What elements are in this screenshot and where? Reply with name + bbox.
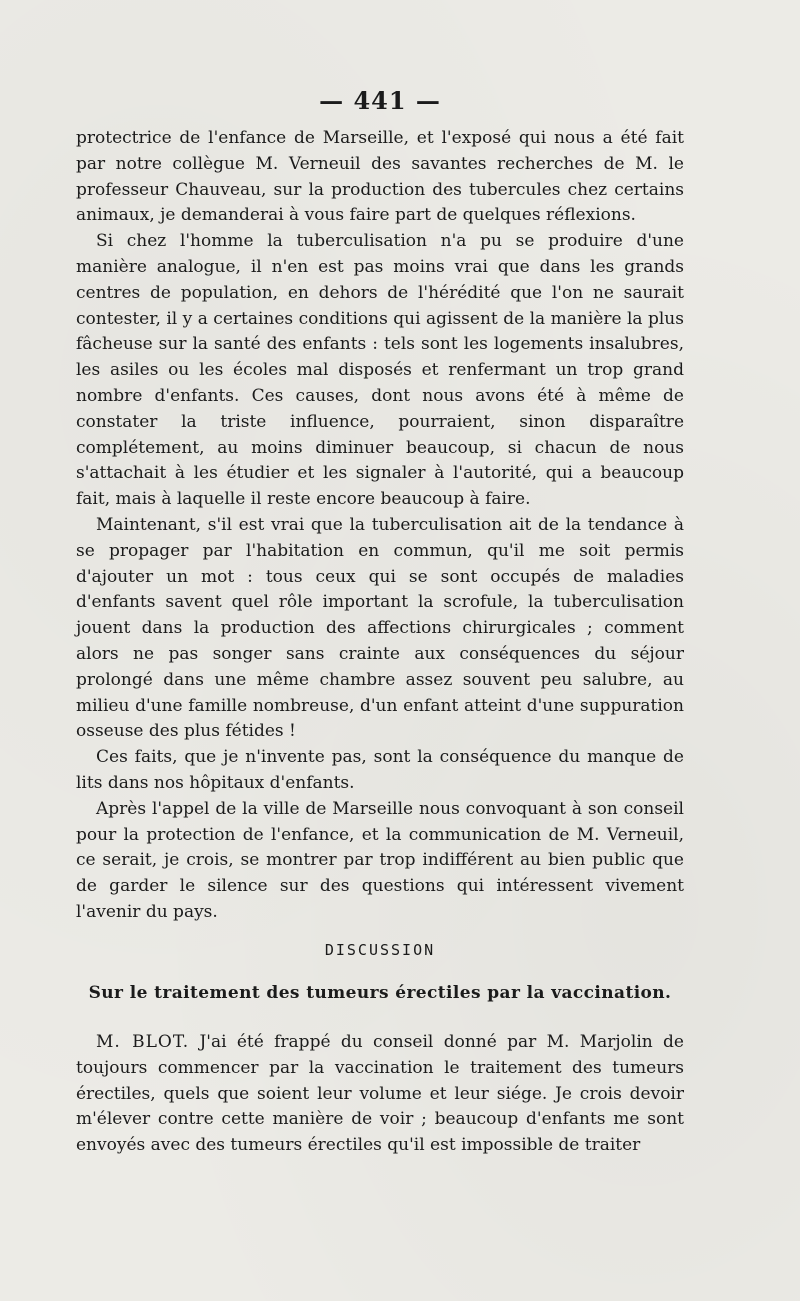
speaker-text: J'ai été frappé du conseil donné par M. Marjolin de toujours commencer par la vaccination le traitement des tumeurs érectiles, quels que soient leur volume et leur siége. Je crois devoir m'élever contre cette manière de voir ; beaucoup d'enfants me sont envoyés avec des tumeurs érectiles qu'il est impossible de traiter [76,1032,684,1156]
page-number: — 441 — [319,86,441,115]
paragraph-appel: Après l'appel de la ville de Marseille nous convoquant à son conseil pour la protection de l'enfance, et la communication de M. Verneuil, ce serait, je crois, se montrer par trop indifférent au bien public que de garder le silence sur des questions qui intéressent vivement l'avenir du pays. [76,798,684,922]
paragraph-tuberculisation: Si chez l'homme la tuberculisation n'a pu se produire d'une manière analogue, il n'en est pas moins vrai que dans les grands centres de population, en dehors de l'hérédité que l'on ne saurait contester, il y a certaines conditions qui agissent de la manière la plus fâcheuse sur la santé des enfants : tels sont les logements insalubres, les asiles ou les écoles mal disposés et renfermant un trop grand nombre d'enfants. Ces causes, dont nous avons été à même de constater la triste influence, pourraient, sinon disparaître complétement, au moins diminuer beaucoup, si chacun de nous s'attachait à les étudier et les signaler à l'autorité, qui a beaucoup fait, mais à laquelle il reste encore beaucoup à faire. [76,231,684,510]
paragraph-propagation: Maintenant, s'il est vrai que la tuberculisation ait de la tendance à se propager par l'habitation en commun, qu'il me soit permis d'ajouter un mot : tous ceux qui se sont occupés de maladies d'enfants savent quel rôle important la scrofule, la tuberculisation jouent dans la production des affections chirurgicales ; comment alors ne pas songer sans crainte aux conséquences du séjour prolongé dans une même chambre assez souvent peu salubre, au milieu d'une famille nombreuse, d'un enfant atteint d'une suppuration osseuse des plus fétides ! [76,514,684,742]
paragraph-blot [76,1030,684,1159]
speaker-name: M. BLOT. [96,1032,190,1052]
discussion-heading: DISCUSSION [324,941,436,959]
main-text [76,126,684,926]
discussion-text [76,1030,684,1159]
discussion-subject: Sur le traitement des tumeurs érectiles par la vaccination. [88,983,672,1003]
paragraph-faits: Ces faits, que je n'invente pas, sont la conséquence du manque de lits dans nos hôpitaux d'enfants. [76,747,684,793]
paragraph-continuation: protectrice de l'enfance de Marseille, et l'exposé qui nous a été fait par notre collègue M. Verneuil des savantes recherches de M. le professeur Chauveau, sur la production des tubercules chez certains animaux, je demanderai à vous faire part de quelques réflexions. [76,128,684,226]
